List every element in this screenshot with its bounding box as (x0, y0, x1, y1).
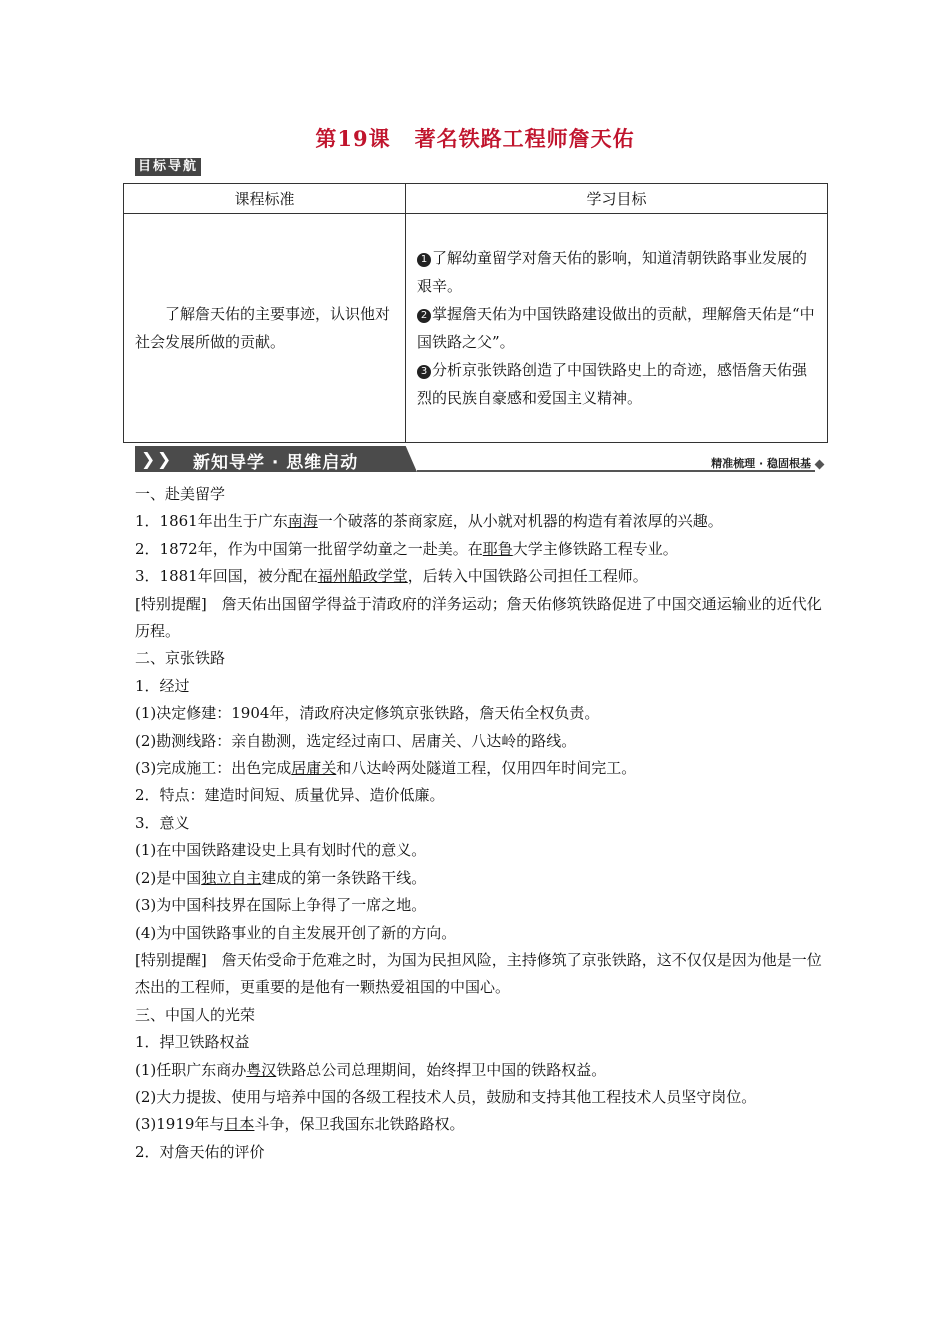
lesson-number: 第19课 (315, 126, 391, 151)
section-heading: 二、京张铁路 (135, 649, 226, 668)
paragraph: 2．对詹天佑的评价 (135, 1142, 265, 1161)
paragraph: 1．捍卫铁路权益 (135, 1033, 250, 1052)
objective-text: 了解幼童留学对詹天佑的影响，知道清朝铁路事业发展的艰辛。 (417, 249, 808, 295)
chevron-right-icon: ❯ (157, 450, 172, 470)
objective-item (407, 244, 826, 300)
section-banner (135, 446, 825, 474)
number-badge: 2 (417, 309, 431, 323)
paragraph: (1)在中国铁路建设史上具有划时代的意义。 (135, 841, 427, 860)
section-tag: 目标导航 (135, 158, 201, 176)
paragraph: (2)勘测线路：亲自勘测，选定经过南口、居庸关、八达岭的路线。 (135, 731, 577, 750)
paragraph: (2)是中国独立自主建成的第一条铁路干线。 (135, 868, 427, 887)
paragraph: 3．意义 (135, 813, 190, 832)
standard-cell (124, 214, 406, 443)
paragraph: (1)决定修建：1904年，清政府决定修筑京张铁路，詹天佑全权负责。 (135, 704, 600, 723)
paragraph: 1．经过 (135, 676, 190, 695)
standard-text: 了解詹天佑的主要事迹，认识他对社会发展所做的贡献。 (135, 305, 391, 351)
number-badge: 3 (417, 365, 431, 379)
paragraph: 3．1881年回国，被分配在福州船政学堂，后转入中国铁路公司担任工程师。 (135, 567, 648, 586)
chevron-right-icon: ❯ (141, 450, 156, 470)
paragraph: 1．1861年出生于广东南海一个破落的茶商家庭，从小就对机器的构造有着浓厚的兴趣。 (135, 512, 723, 531)
objectives-cell (406, 214, 828, 443)
section-heading: 一、赴美留学 (135, 485, 226, 503)
banner-title: 新知导学 · 思维启动 (193, 453, 359, 473)
objective-item (407, 356, 826, 412)
tip-note: [特别提醒] 詹天佑受命于危难之时，为国为民担风险，主持修筑了京张铁路，这不仅仅是因为他是一位杰出的工程师，更重要的是他有一颗热爱祖国的中国心。 (135, 950, 822, 997)
paragraph: 2．特点：建造时间短、质量优异、造价低廉。 (135, 786, 445, 805)
number-badge: 1 (417, 253, 431, 267)
paragraph: (4)为中国铁路事业的自主发展开创了新的方向。 (135, 923, 457, 942)
goals-table (123, 183, 828, 443)
page-title (0, 123, 950, 153)
header-standard: 课程标准 (124, 184, 406, 214)
header-objectives: 学习目标 (406, 184, 828, 214)
banner-subtitle: 精准梳理 · 稳固根基 (711, 457, 811, 470)
paragraph: (3)1919年与日本斗争，保卫我国东北铁路路权。 (135, 1115, 465, 1134)
paragraph: 2．1872年，作为中国第一批留学幼童之一赴美。在耶鲁大学主修铁路工程专业。 (135, 539, 678, 558)
tip-note: [特别提醒] 詹天佑出国留学得益于清政府的洋务运动；詹天佑修筑铁路促进了中国交通运输业的近代化历程。 (135, 594, 822, 641)
objective-item (407, 300, 826, 356)
paragraph: (1)任职广东商办粤汉铁路总公司总理期间，始终捍卫中国的铁路权益。 (135, 1060, 607, 1079)
paragraph: (3)为中国科技界在国际上争得了一席之地。 (135, 896, 427, 915)
paragraph: (3)完成施工：出色完成居庸关和八达岭两处隧道工程，仅用四年时间完工。 (135, 759, 637, 778)
paragraph: (2)大力提拔、使用与培养中国的各级工程技术人员，鼓励和支持其他工程技术人员坚守岗位。 (135, 1087, 757, 1106)
objective-text: 分析京张铁路创造了中国铁路史上的奇迹，感悟詹天佑强烈的民族自豪感和爱国主义精神。 (417, 361, 808, 407)
diamond-icon (815, 460, 825, 470)
objective-text: 掌握詹天佑为中国铁路建设做出的贡献，理解詹天佑是“中国铁路之父”。 (417, 305, 815, 351)
lesson-name: 著名铁路工程师詹天佑 (414, 126, 635, 151)
lesson-content (135, 481, 825, 1166)
section-heading: 三、中国人的光荣 (135, 1005, 256, 1024)
